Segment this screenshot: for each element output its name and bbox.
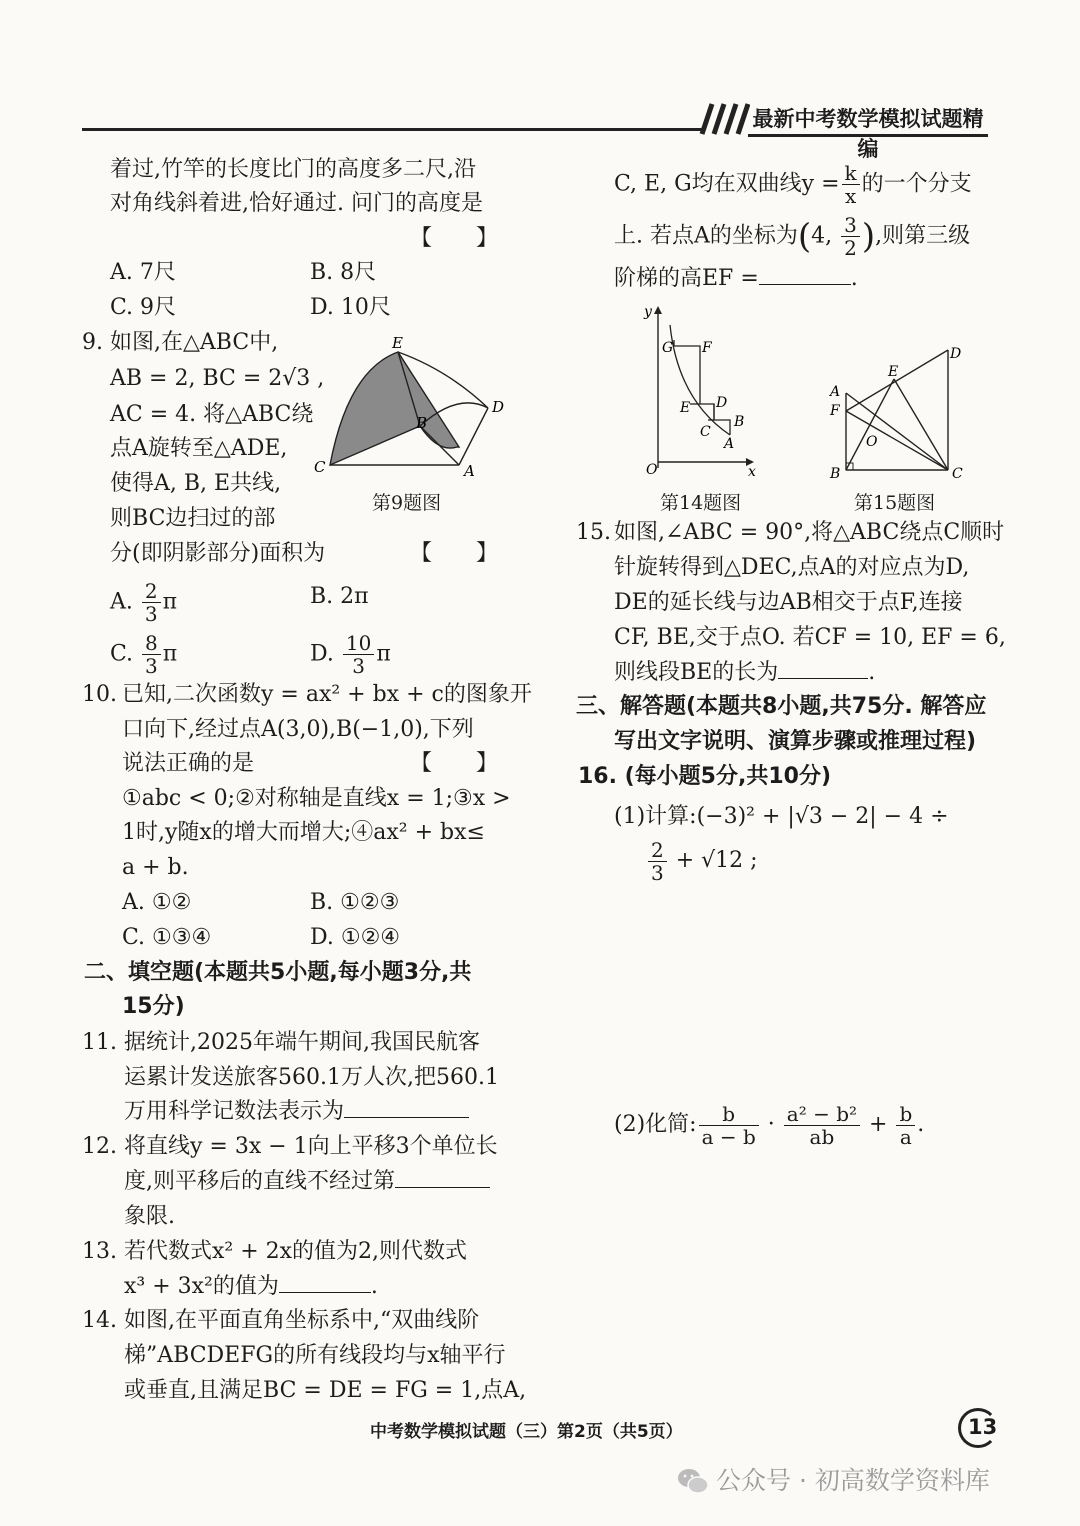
- q8-option-b: B. 8尺: [310, 260, 377, 285]
- q12-line: 将直线y = 3x − 1向上平移3个单位长: [124, 1134, 498, 1159]
- footer-watermark: 公众号 · 初高数学资料库: [716, 1466, 990, 1495]
- q14-answer-blank[interactable]: [759, 264, 851, 285]
- q12-number: 12.: [82, 1134, 117, 1159]
- q15-answer-blank[interactable]: [778, 658, 868, 679]
- q15-label-a: A: [830, 384, 841, 400]
- q9-label-c: C: [314, 458, 326, 476]
- q16-part1-line1: (1)计算:(−3)² + |√3 − 2| − 4 ÷: [614, 804, 949, 829]
- q16-part2: (2)化简: $\frac{b}{a - b}$ · $\frac{\text{a² − b²}}{ab}$ + $\frac{b}{a}$ .: [614, 1101, 925, 1149]
- q9-figure: [308, 330, 518, 480]
- q14-label-y: y: [644, 304, 652, 320]
- q14-line: 梯”ABCDEFG的所有线段均与x轴平行: [124, 1343, 506, 1368]
- q15-figure: [822, 336, 972, 486]
- q15-line: 针旋转得到△DEC,点A的对应点为D,: [614, 555, 970, 580]
- wechat-icon: [676, 1466, 710, 1496]
- q10-answer-bracket: 【 】: [410, 751, 499, 776]
- q14-cont-line3: 阶梯的高EF = .: [614, 266, 858, 291]
- q10-option-c: C. ①③④: [122, 925, 212, 950]
- q9-line: AB = 2, BC = 2√3 ,: [110, 366, 325, 391]
- q10-line: a + b.: [122, 855, 189, 880]
- q14-label-d: D: [716, 395, 728, 411]
- q9-label-d: D: [492, 398, 505, 416]
- q9-option-a: A. $\frac{2}{3}$ π: [110, 579, 178, 626]
- q14-label-o: O: [646, 462, 658, 478]
- q15-label-d: D: [950, 346, 962, 362]
- section2-heading: 二、填空题(本题共5小题,每小题3分,共: [84, 960, 472, 985]
- q14-label-f: F: [702, 340, 712, 356]
- q15-line: CF, BE,交于点O. 若CF = 10, EF = 6,: [614, 625, 1006, 650]
- q15-line: 如图,∠ABC = 90°,将△ABC绕点C顺时: [614, 520, 1005, 545]
- q8-option-d: D. 10尺: [310, 295, 391, 320]
- q9-option-b: B. 2π: [310, 584, 369, 609]
- q9-label-a: A: [464, 462, 475, 480]
- q12-line: 度,则平移后的直线不经过第: [124, 1167, 490, 1197]
- q9-figure-caption: 第9题图: [372, 492, 442, 514]
- q9-line: AC = 4. 将△ABC绕: [110, 402, 314, 427]
- q9-line: 分(即阴影部分)面积为: [110, 541, 326, 566]
- q10-line: 1时,y随x的增大而增大;④ax² + bx≤: [122, 820, 485, 845]
- q13-line: 若代数式x² + 2x的值为2,则代数式: [124, 1239, 468, 1264]
- q16-header: 16. (每小题5分,共10分): [578, 764, 832, 789]
- q15-label-b: B: [830, 466, 841, 482]
- page-number: 13: [968, 1415, 998, 1439]
- q14-cont-line2: 上. 若点A的坐标为(4, $\frac{3}{2}$ ),则第三级: [614, 213, 971, 260]
- q14-label-g: G: [662, 340, 674, 356]
- q10-option-a: A. ①②: [122, 890, 192, 915]
- q15-label-c: C: [952, 466, 963, 482]
- q15-line: DE的延长线与边AB相交于点F,连接: [614, 590, 963, 615]
- q8-line2: 对角线斜着进,恰好通过. 问门的高度是: [110, 191, 483, 216]
- q15-label-e: E: [888, 364, 899, 380]
- q8-option-a: A. 7尺: [110, 260, 176, 285]
- q14-number: 14.: [82, 1308, 117, 1333]
- q8-option-c: C. 9尺: [110, 295, 177, 320]
- q9-label-b: B: [416, 414, 428, 432]
- q8-answer-bracket: 【 】: [410, 226, 499, 251]
- q10-option-d: D. ①②④: [310, 925, 401, 950]
- q13-number: 13.: [82, 1239, 117, 1264]
- q14-label-a: A: [724, 436, 735, 452]
- q10-line: 已知,二次函数y = ax² + bx + c的图象开: [122, 682, 532, 707]
- q14-label-e: E: [680, 400, 691, 416]
- q10-option-b: B. ①②③: [310, 890, 400, 915]
- section3-heading-cont: 写出文字说明、演算步骤或推理过程): [614, 729, 977, 754]
- q10-line: 说法正确的是: [122, 751, 255, 776]
- q13-answer-blank[interactable]: [279, 1272, 371, 1293]
- q9-label-e: E: [392, 334, 403, 352]
- header-rule: [82, 128, 702, 131]
- q9-option-d: D. $\frac{10}{3}$ π: [310, 631, 391, 678]
- q15-line: 则线段BE的长为 .: [614, 660, 876, 685]
- q14-label-b: B: [734, 414, 745, 430]
- q9-line: 则BC边扫过的部: [110, 506, 276, 531]
- q10-line: 口向下,经过点A(3,0),B(−1,0),下列: [122, 717, 474, 742]
- q12-line: 象限.: [124, 1204, 175, 1229]
- q9-line: 如图,在△ABC中,: [110, 330, 279, 355]
- q13-line: x³ + 3x²的值为 .: [124, 1274, 378, 1299]
- series-title: 最新中考数学模拟试题精编: [748, 104, 988, 137]
- footer-page-info: 中考数学模拟试题（三）第2页（共5页）: [370, 1422, 683, 1442]
- q14-figure-caption: 第14题图: [660, 492, 742, 514]
- q15-label-o: O: [866, 434, 878, 450]
- q11-answer-blank[interactable]: [344, 1097, 469, 1118]
- q14-label-x: x: [748, 464, 756, 480]
- q12-answer-blank[interactable]: [395, 1167, 490, 1188]
- q9-answer-bracket: 【 】: [410, 541, 499, 566]
- q11-line: 万用科学记数法表示为: [124, 1097, 469, 1127]
- q14-line: 或垂直,且满足BC = DE = FG = 1,点A,: [124, 1378, 527, 1403]
- q14-label-c: C: [700, 424, 711, 440]
- q11-number: 11.: [82, 1030, 117, 1055]
- q11-line: 据统计,2025年端午期间,我国民航客: [124, 1030, 480, 1055]
- q10-number: 10.: [82, 682, 117, 707]
- section3-heading: 三、解答题(本题共8小题,共75分. 解答应: [576, 694, 987, 719]
- q9-option-c: C. $\frac{8}{3}$ π: [110, 631, 178, 678]
- q11-line: 运累计发送旅客560.1万人次,把560.1: [124, 1065, 499, 1090]
- q10-line: ①abc < 0;②对称轴是直线x = 1;③x >: [122, 786, 511, 811]
- q9-line: 使得A, B, E共线,: [110, 471, 282, 496]
- q15-label-f: F: [830, 403, 840, 419]
- q14-figure: [632, 300, 772, 480]
- q14-line: 如图,在平面直角坐标系中,“双曲线阶: [124, 1308, 480, 1333]
- q8-line1: 着过,竹竿的长度比门的高度多二尺,沿: [110, 157, 476, 182]
- q15-figure-caption: 第15题图: [854, 492, 936, 514]
- q16-part1-line2: $\frac{2}{3}$ + √12 ;: [646, 838, 758, 884]
- section2-heading-cont: 15分): [122, 994, 185, 1019]
- q14-cont-line1: C, E, G均在双曲线y = $\frac{k}{x}$ 的一个分支: [614, 161, 972, 208]
- header-stripes: [690, 100, 750, 136]
- q9-number: 9.: [82, 330, 103, 355]
- q15-number: 15.: [576, 520, 611, 545]
- q9-line: 点A旋转至△ADE,: [110, 436, 288, 461]
